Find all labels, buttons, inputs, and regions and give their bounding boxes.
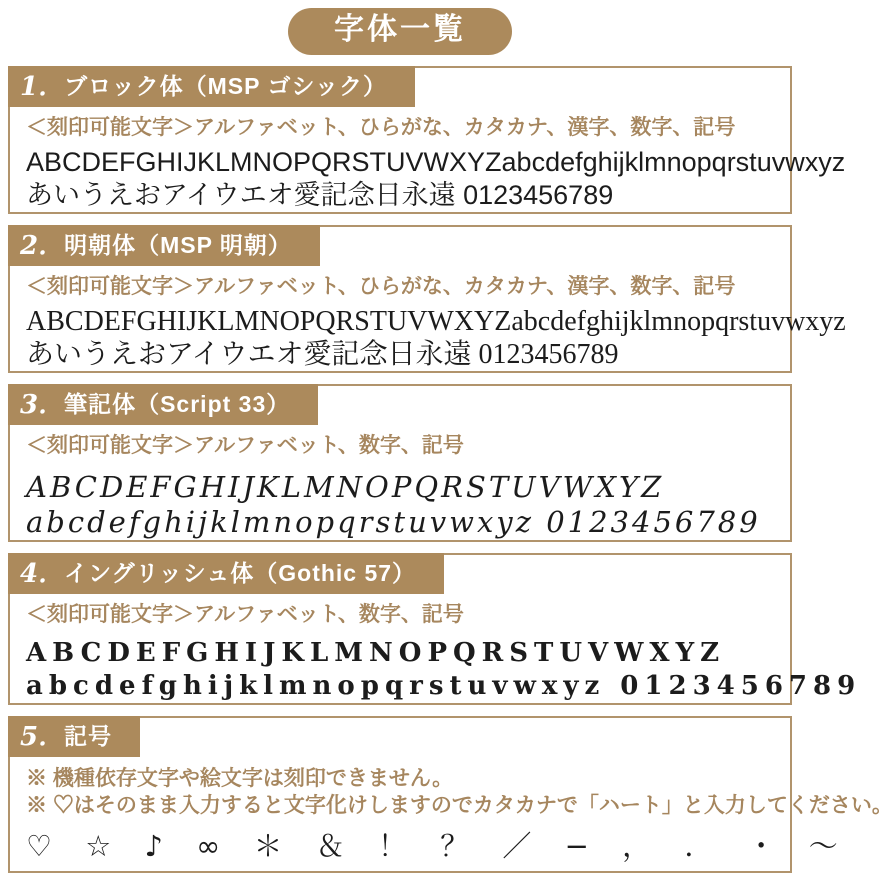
section-3-lowercase-digits-sample: abcdefghijklmnopqrstuvwxyz 0123456789 [26,505,761,539]
section-1-engravable-label: ＜刻印可能文字＞アルファベット、ひらがな、カタカナ、漢字、数字、記号 [26,116,736,139]
section-1-number: 1． [20,72,65,102]
section-block-style [8,66,846,214]
symbols-note-dependent-chars: ※ 機種依存文字や絵文字は刻印できません。 [26,767,454,790]
section-2-number: 2． [20,231,65,261]
section-2-header [8,225,320,266]
page-title: 字体一覧 [288,8,512,55]
section-script-style [8,384,792,542]
symbols-note-heart-input: ※ ♡はそのまま入力すると文字化けしますのでカタカナで「ハート」と入力してください。 [26,794,893,817]
section-1-title: ブロック体（MSP ゴシック） [64,73,387,99]
section-5-number: 5． [20,722,65,752]
section-mincho-style [8,225,846,373]
font-list-page [0,8,893,863]
section-2-japanese-sample: あいうえおアイウエオ愛記念日永遠 0123456789 [26,339,619,370]
section-4-lowercase-digits-sample: abcdefghijklmnopqrstuvwxyz 0123456789 [26,671,862,701]
section-2-title: 明朝体（MSP 明朝） [64,232,292,258]
section-4-number: 4． [20,559,65,589]
section-3-number: 3． [20,390,65,420]
section-2-engravable-label: ＜刻印可能文字＞アルファベット、ひらがな、カタカナ、漢字、数字、記号 [26,275,736,298]
section-1-japanese-sample: あいうえおアイウエオ愛記念日永遠 0123456789 [26,180,614,210]
section-2-latin-sample: ABCDEFGHIJKLMNOPQRSTUVWXYZabcdefghijklmnopqrstuvwxyz [26,306,846,337]
section-5-header [8,716,140,757]
section-english-style [8,553,862,705]
section-4-uppercase-sample: ABCDEFGHIJKLMNOPQRSTUVWXYZ [26,638,726,668]
symbols-sample-line: ♡ ☆ ♪ ∞ ＊ ＆ ！ ？ ／ − ， ． ・ ～ [26,829,838,863]
section-3-title: 筆記体（Script 33） [64,391,291,417]
section-4-title: イングリッシュ体（Gothic 57） [64,560,417,586]
section-3-header [8,384,318,425]
section-3-engravable-label: ＜刻印可能文字＞アルファベット、数字、記号 [26,434,464,457]
section-1-latin-sample: ABCDEFGHIJKLMNOPQRSTUVWXYZabcdefghijklmnopqrstuvwxyz [26,147,846,177]
section-3-uppercase-sample: ABCDEFGHIJKLMNOPQRSTUVWXYZ [26,470,665,504]
section-5-title: 記号 [64,723,113,749]
section-1-header [8,66,415,107]
section-4-engravable-label: ＜刻印可能文字＞アルファベット、数字、記号 [26,603,464,626]
section-symbols [8,716,893,873]
section-4-header [8,553,444,594]
